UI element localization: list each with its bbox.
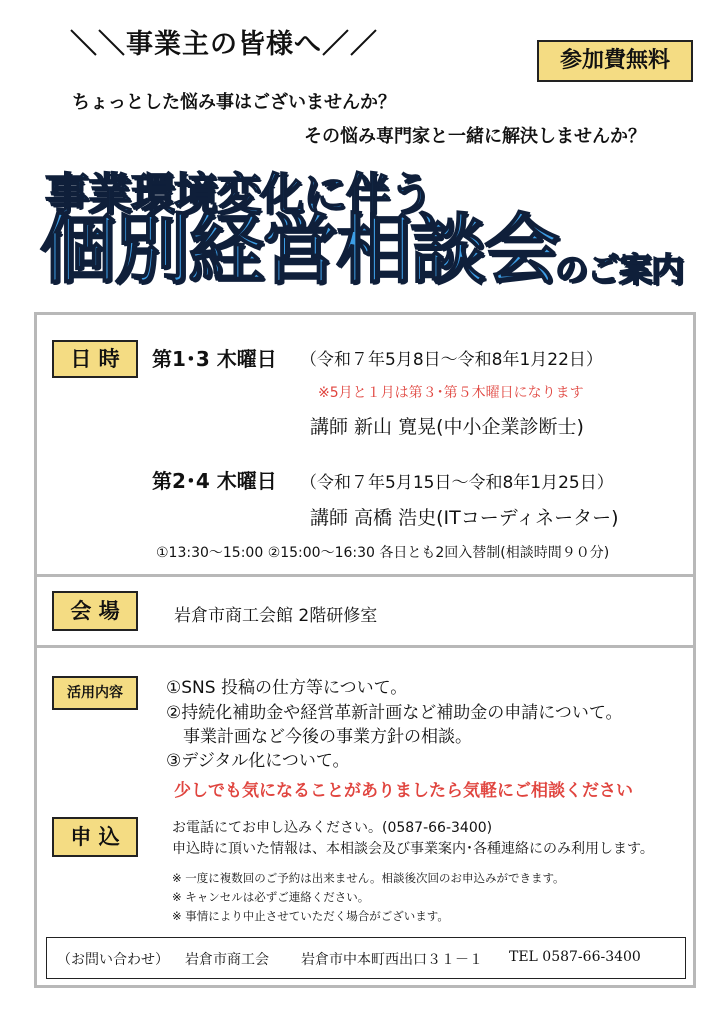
schedule-a-note: ※5月と１月は第３･第５木曜日になります (318, 385, 584, 401)
apply-line2: 申込時に頂いた情報は、本相談会及び事業案内･各種連絡にのみ利用します。 (172, 841, 654, 857)
lead-invitation: その悩み専門家と一緒に解決しませんか？ (304, 126, 646, 147)
usage-item: 事業計画など今後の事業方針の相談。 (183, 727, 472, 747)
apply-line1: お電話にてお申し込みください。(0587-66-3400) (172, 820, 493, 836)
page-title: 個別経営相談会 (40, 205, 558, 294)
schedule-b-instructor: 講師 高橋 浩史(ITコーディネーター) (310, 507, 619, 529)
apply-note: ※ 一度に複数回のご予約は出来ません。相談後次回のお申込みができます。 (172, 871, 565, 885)
venue-label: 会 場 (52, 591, 138, 631)
apply-note: ※ キャンセルは必ずご連絡ください。 (172, 890, 370, 904)
lead-question: ちょっとした悩み事はございませんか？ (72, 92, 396, 113)
usage-item: ③デジタル化について。 (166, 751, 350, 771)
section-divider (34, 645, 696, 648)
contact-address: 岩倉市中本町西出口３１－１ (301, 952, 483, 968)
venue-place: 岩倉市商工会館 2階研修室 (174, 606, 378, 626)
apply-note: ※ 事情により中止させていただく場合がございます。 (172, 909, 449, 923)
schedule-a-days: 第1･3 木曜日 (152, 347, 277, 371)
usage-item: ①SNS 投稿の仕方等について。 (166, 678, 408, 698)
apply-label: 申 込 (52, 817, 138, 857)
addressee-heading: ＼＼事業主の皆様へ／／ (70, 29, 378, 60)
contact-org: 岩倉市商工会 (185, 952, 269, 968)
usage-item: ②持続化補助金や経営革新計画など補助金の申請について。 (166, 703, 623, 723)
contact-box (46, 937, 686, 979)
schedule-times: ①13:30～15:00 ②15:00～16:30 各日とも2回入替制(相談時間９０分) (156, 545, 610, 561)
schedule-label: 日 時 (52, 340, 138, 378)
title-subheading: 事業環境変化に伴う (45, 169, 432, 220)
schedule-b-period: （令和７年5月15日～令和8年1月25日） (300, 473, 614, 493)
usage-label: 活用内容 (52, 676, 138, 710)
section-divider (34, 574, 696, 577)
schedule-b-days: 第2･4 木曜日 (152, 469, 277, 493)
schedule-a-instructor: 講師 新山 寛晃(中小企業診断士) (310, 416, 584, 438)
free-admission-badge: 参加費無料 (537, 40, 693, 82)
title-suffix: のご案内 (555, 250, 683, 289)
contact-tel: TEL 0587-66-3400 (509, 949, 641, 965)
usage-callout: 少しでも気になることがありましたら気軽にご相談ください (174, 781, 633, 801)
contact-label: （お問い合わせ） (57, 952, 169, 968)
schedule-a-period: （令和７年5月8日～令和8年1月22日） (300, 350, 603, 370)
